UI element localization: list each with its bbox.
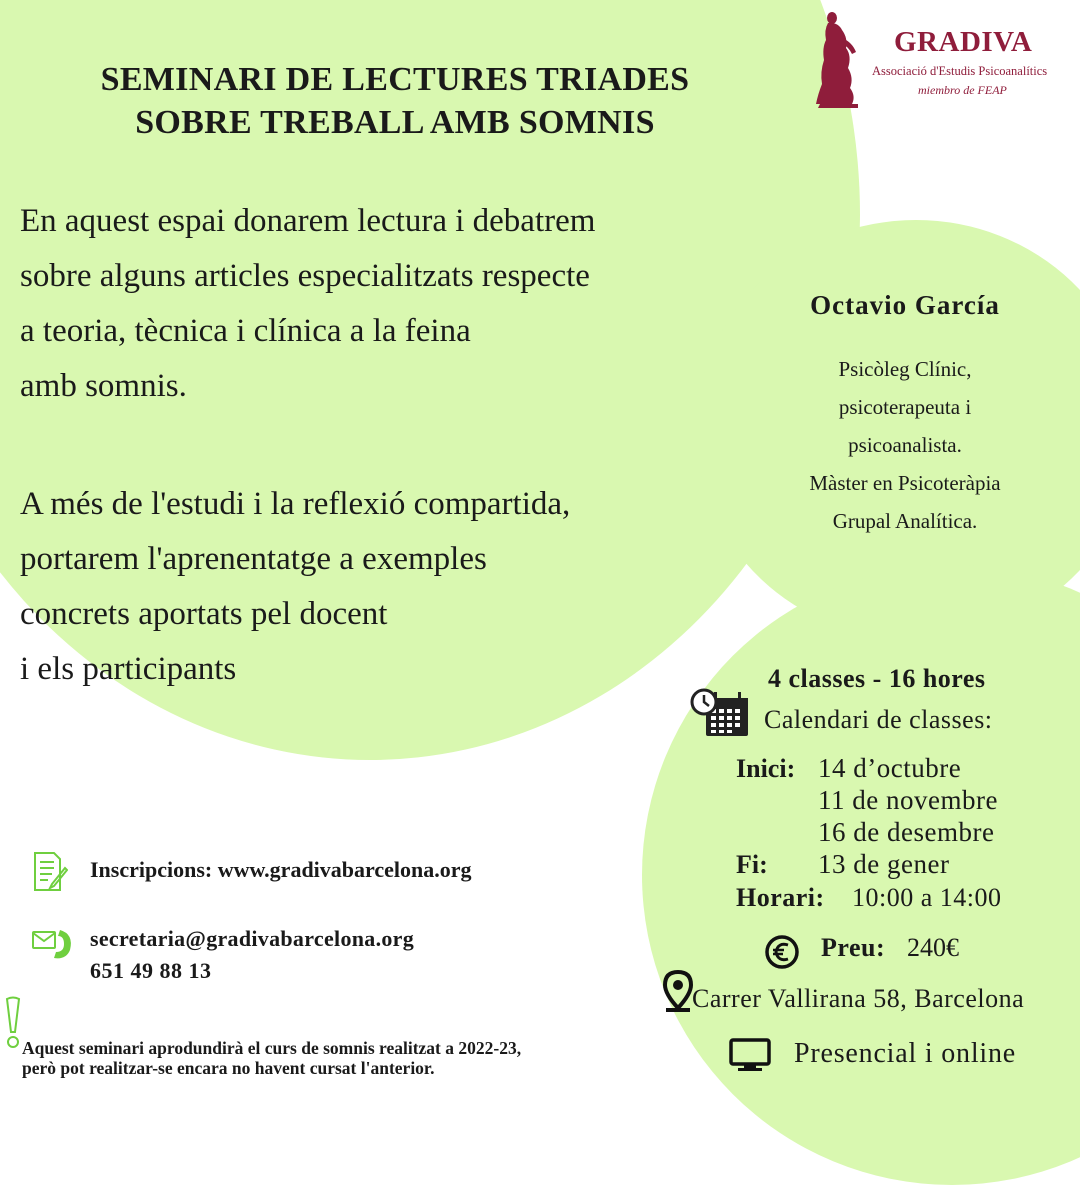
phone-email-icon (30, 926, 74, 962)
price-label: Preu: (821, 933, 886, 962)
clock-calendar-icon (690, 688, 752, 738)
extra-paragraph (20, 477, 720, 697)
speaker-bio-line: Màster en Psicoteràpia (809, 471, 1001, 495)
address: Carrer Vallirana 58, Barcelona (692, 984, 1025, 1013)
speaker-bio-line: psicoterapeuta i (838, 395, 972, 419)
price-value: 240€ (907, 933, 959, 962)
logo-subtitle: Associació d'Estudis Psicoanalítics (872, 64, 1048, 78)
start-label: Inici: (736, 754, 796, 783)
course-summary: 4 classes - 16 hores (768, 664, 986, 693)
document-pen-icon (32, 850, 68, 894)
extra-line: portarem l'aprenentatge a exemples (20, 541, 487, 577)
logo-member: miembro de FEAP (918, 83, 1007, 97)
page-title (0, 58, 790, 144)
phone-number: 651 49 88 13 (90, 958, 212, 983)
speaker-bio-line: Grupal Analítica. (832, 509, 978, 533)
exclamation-icon (2, 996, 24, 1052)
euro-icon (764, 934, 800, 970)
intro-paragraph (20, 194, 720, 414)
extra-line: concrets aportats pel docent (20, 596, 388, 632)
date-item: 11 de novembre (818, 785, 998, 815)
extra-line: A més de l'estudi i la reflexió compartida, (20, 486, 571, 522)
speaker-name: Octavio García (810, 290, 1000, 320)
hours-value: 10:00 a 14:00 (852, 883, 1002, 912)
speaker-bio-line: psicoanalista. (848, 433, 962, 457)
speaker-bio-line: Psicòleg Clínic, (838, 357, 972, 381)
title-line-2: SOBRE TREBALL AMB SOMNIS (135, 104, 655, 141)
intro-line: En aquest espai donarem lectura i debatrem (20, 203, 596, 239)
intro-line: amb somnis. (20, 368, 187, 404)
logo-name: GRADIVA (894, 26, 1033, 58)
title-line-1: SEMINARI DE LECTURES TRIADES (100, 61, 690, 98)
email-link[interactable]: secretaria@gradivabarcelona.org (90, 926, 415, 951)
intro-line: a teoria, tècnica i clínica a la feina (20, 313, 471, 349)
end-label: Fi: (736, 850, 768, 879)
intro-line: sobre alguns articles especialitzats respecte (20, 258, 590, 294)
date-item: 16 de desembre (818, 817, 995, 847)
calendar-label: Calendari de classes: (764, 705, 993, 734)
date-item: 13 de gener (818, 849, 950, 879)
modality: Presencial i online (794, 1038, 1017, 1069)
footnote-line-2: però pot realitzar-se encara no havent cursat l'anterior. (22, 1058, 435, 1078)
footnote (22, 1038, 521, 1078)
monitor-icon (729, 1038, 771, 1072)
footnote-line-1: Aquest seminari aprodundirà el curs de somnis realitzat a 2022-23, (22, 1038, 522, 1058)
logo-statue (812, 8, 862, 108)
speaker-bio (735, 350, 1075, 540)
location-pin-icon (663, 970, 693, 1012)
date-item: 14 d’octubre (818, 753, 962, 783)
hours-label: Horari: (736, 883, 825, 912)
registration-text: Inscripcions: www.gradivabarcelona.org (90, 857, 472, 882)
extra-line: i els participants (20, 651, 237, 687)
